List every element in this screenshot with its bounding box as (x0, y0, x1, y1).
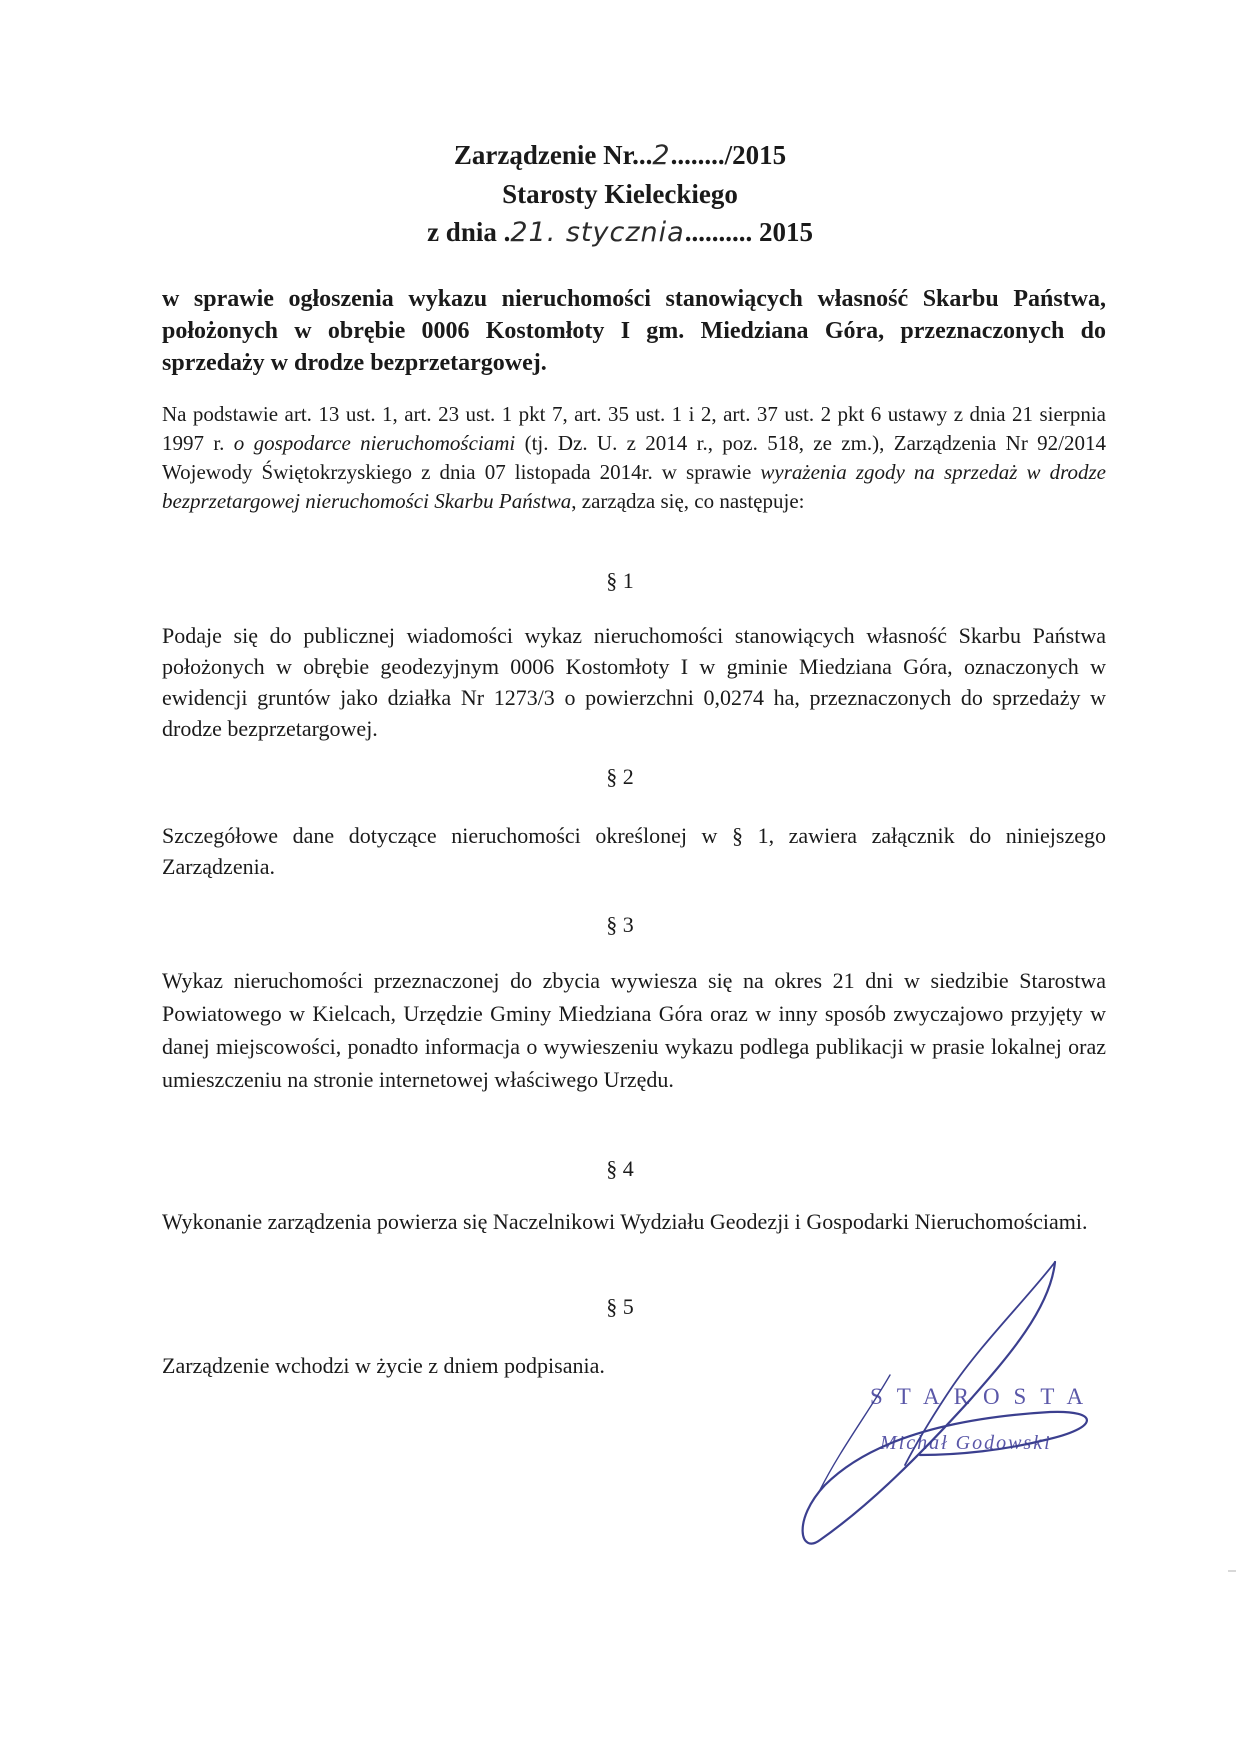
legal-basis-part2: (tj. Dz. U. z 2014 r., poz. 518, ze zm.), Zarządzenia Nr 92/2014 Wojewody Świętokrzyskiego z dnia 07 listopada 2014r. w sprawie (162, 431, 1106, 484)
ordinance-title (0, 136, 1240, 175)
section-5-text: Zarządzenie wchodzi w życie z dniem podpisania. (162, 1353, 605, 1378)
section-4-symbol: § 4 (606, 1156, 634, 1181)
ordinance-title-suffix: ......../2015 (670, 140, 787, 170)
section-5-symbol: § 5 (606, 1294, 634, 1319)
signature-stroke-secondary (905, 1262, 1055, 1465)
section-4-text: Wykonanie zarządzenia powierza się Naczelnikowi Wydziału Geodezji i Gospodarki Nieruchomościami. (162, 1209, 1088, 1234)
ordinance-title-prefix: Zarządzenie Nr... (453, 140, 653, 170)
ordinance-date (0, 213, 1240, 252)
section-2-text: Szczegółowe dane dotyczące nieruchomości określonej w § 1, zawiera załącznik do niniejszego Zarządzenia. (162, 823, 1106, 879)
ordinance-number-handwritten: 2 (652, 140, 671, 171)
legal-basis (162, 400, 1106, 516)
section-1-symbol: § 1 (606, 568, 634, 593)
signature-stroke (803, 1262, 1087, 1544)
ordinance-subject: w sprawie ogłoszenia wykazu nieruchomości stanowiących własność Skarbu Państwa, położonych w obrębie 0006 Kostomłoty I gm. Miedziana Góra, przeznaczonych do sprzedaży w drodze bezprzetargowej. (162, 286, 1106, 376)
section-3-text: Wykaz nieruchomości przeznaczonej do zbycia wywiesza się na okres 21 dni w siedzibie Starostwa Powiatowego w Kielcach, Urzędzie Gminy Miedziana Góra oraz w inny sposób zwyczajowo przyjęty w danej miejscowości, ponadto informacja o wywieszeniu wykazu podlega publikacji w prasie lokalnej oraz umieszczeniu na stronie internetowej właściwego Urzędu. (162, 968, 1106, 1092)
legal-basis-part1: Na podstawie art. 13 ust. 1, art. 23 ust. 1 pkt 7, art. 35 ust. 1 i 2, art. 37 ust. 2 pkt 6 ustawy z dnia 21 sierpnia 1997 r. (162, 402, 1106, 455)
scan-edge-mark (1228, 1570, 1236, 1572)
signature-stroke-tertiary (820, 1375, 890, 1490)
stamp-title: STAROSTA (870, 1384, 1098, 1409)
stamp-name: Michał Godowski (880, 1432, 1052, 1454)
legal-basis-part3: , zarządza się, co następuje: (571, 489, 805, 513)
consent-title: wyrażenia zgody na sprzedaż w drodze bezprzetargowej nieruchomości Skarbu Państwa (162, 460, 1106, 513)
date-suffix: .......... 2015 (684, 217, 813, 247)
document-header (0, 136, 1240, 252)
act-name: o gospodarce nieruchomościami (233, 431, 516, 455)
section-3-symbol: § 3 (606, 912, 634, 937)
issuing-authority: Starosty Kieleckiego (502, 179, 738, 209)
handwritten-signature (800, 1250, 1120, 1550)
section-2-symbol: § 2 (606, 764, 634, 789)
date-prefix: z dnia . (427, 217, 511, 247)
section-1-text: Podaje się do publicznej wiadomości wykaz nieruchomości stanowiących własność Skarbu Państwa położonych w obrębie geodezyjnym 0006 Kostomłoty I w gminie Miedziana Góra, oznaczonych w ewidencji gruntów jako działka Nr 1273/3 o powierzchni 0,0274 ha, przeznaczonych do sprzedaży w drodze bezprzetargowej. (162, 623, 1106, 741)
date-handwritten: 21. stycznia (510, 217, 685, 248)
